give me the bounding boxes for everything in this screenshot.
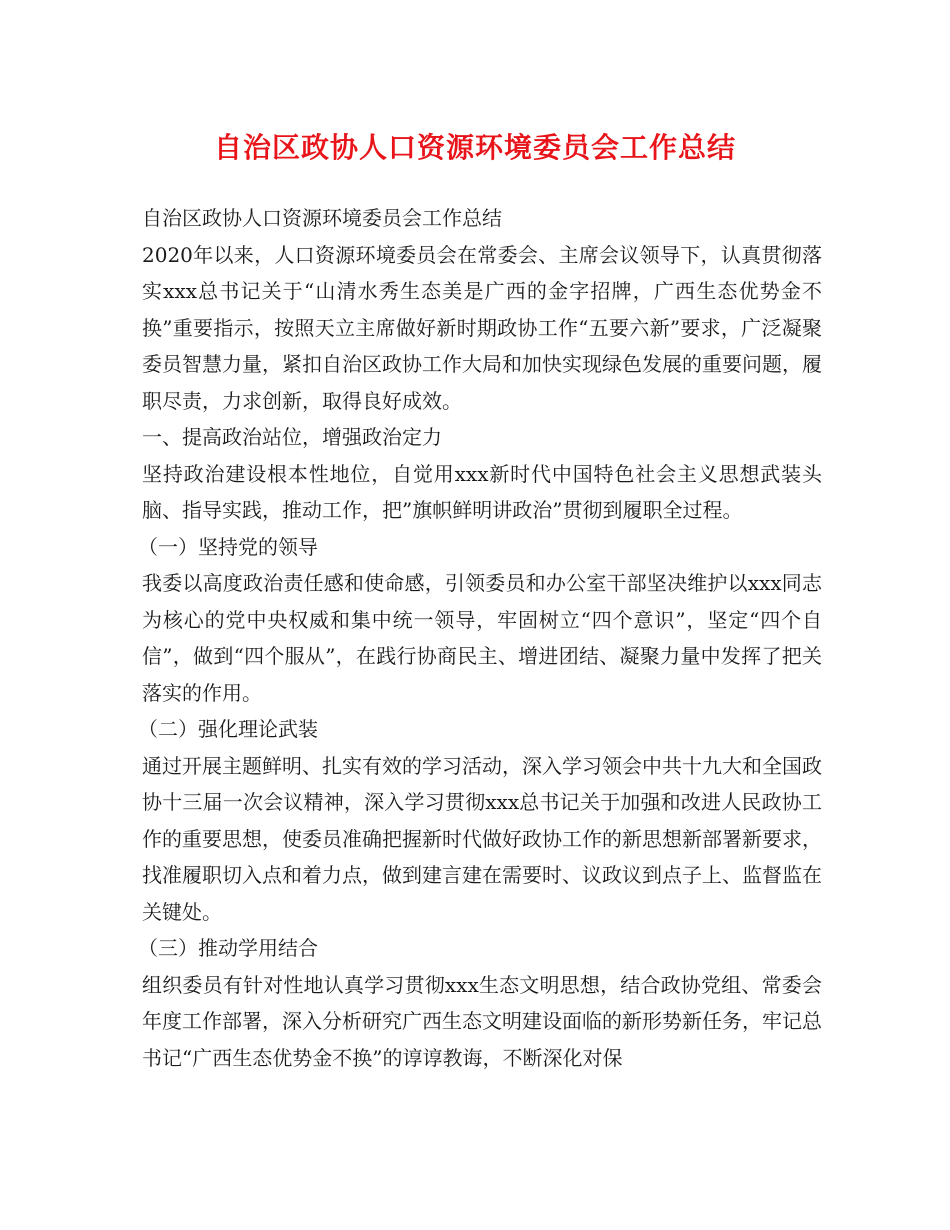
subsection-1-paragraph: 我委以高度政治责任感和使命感，引领委员和办公室干部坚决维护以xxx同志为核心的党中央权威和集中统一领导，牢固树立“四个意识”，坚定“四个自信”，做到“四个服从”，在践行协商民主、增进团结、凝聚力量中发挥了把关落实的作用。 (142, 571, 822, 705)
document-title: 自治区政协人口资源环境委员会工作总结 (213, 131, 736, 164)
subsection-heading-2: （二）强化理论武装 (138, 717, 318, 741)
section-heading-1: 一、提高政治站位，增强政治定力 (142, 425, 442, 449)
subsection-3-paragraph: 组织委员有针对性地认真学习贯彻xxx生态文明思想，结合政协党组、常委会年度工作部署，深入分析研究广西生态文明建设面临的新形势新任务，牢记总书记“广西生态优势金不换”的谆谆教诲，不断深化对保 (142, 972, 822, 1070)
document-body (138, 200, 822, 1076)
subsection-2-paragraph: 通过开展主题鲜明、扎实有效的学习活动，深入学习领会中共十九大和全国政协十三届一次会议精神，深入学习贯彻xxx总书记关于加强和改进人民政协工作的重要思想，使委员准确把握新时代做好政协工作的新思想新部署新要求，找准履职切入点和着力点，做到建言建在需要时、议政议到点子上、监督监在关键处。 (142, 753, 822, 924)
body-subtitle: 自治区政协人口资源环境委员会工作总结 (142, 206, 502, 230)
intro-paragraph: 2020年以来，人口资源环境委员会在常委会、主席会议领导下，认真贯彻落实xxx总书记关于“山清水秀生态美是广西的金字招牌，广西生态优势金不换”重要指示，按照天立主席做好新时期政协工作“五要六新”要求，广泛凝聚委员智慧力量，紧扣自治区政协工作大局和加快实现绿色发展的重要问题，履职尽责，力求创新，取得良好成效。 (142, 242, 822, 413)
subsection-heading-3: （三）推动学用结合 (138, 936, 318, 960)
section-1-paragraph: 坚持政治建设根本性地位，自觉用xxx新时代中国特色社会主义思想武装头脑、指导实践，推动工作，把”旗帜鲜明讲政治”贯彻到履职全过程。 (142, 461, 822, 522)
subsection-heading-1: （一）坚持党的领导 (138, 534, 318, 559)
